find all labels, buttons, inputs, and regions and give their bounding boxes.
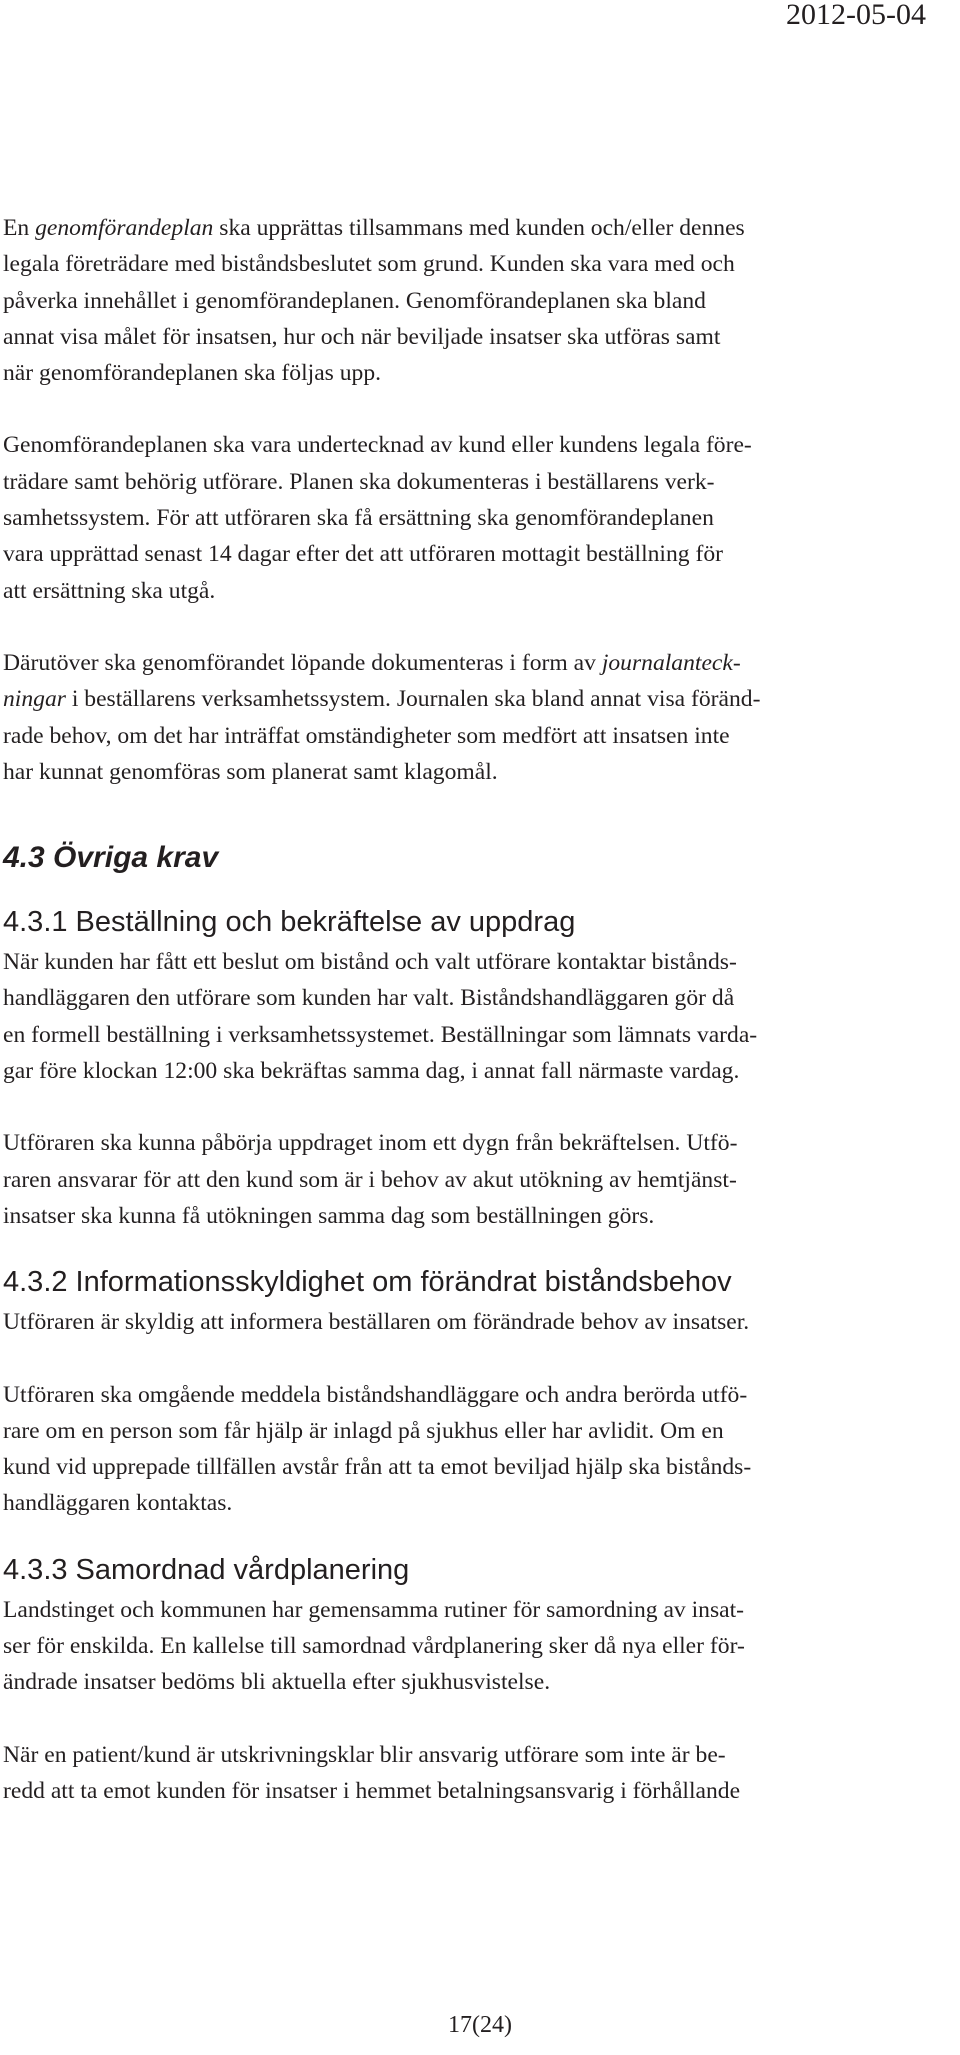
italic-term: journalanteck-: [601, 649, 741, 676]
text-line: har kunnat genomföras som planerat samt klagomål.: [3, 758, 498, 785]
text-line: när genomförandeplanen ska följas upp.: [3, 360, 382, 387]
text-line: rare om en person som får hjälp är inlagd på sjukhus eller har avlidit. Om en: [3, 1417, 724, 1444]
text-line: ändrade insatser bedöms bli aktuella efter sjukhusvistelse.: [3, 1669, 551, 1696]
text-fragment: Därutöver ska genomförandet löpande dokumenteras i form av: [3, 649, 602, 676]
paragraph-paborja-uppdrag: [3, 1125, 957, 1234]
header-date: 2012-05-04: [786, 0, 926, 31]
paragraph-meddela-handlaggare: [3, 1377, 957, 1522]
text-line: legala företrädare med biståndsbeslutet som grund. Kunden ska vara med och: [3, 251, 735, 278]
text-line: ser för enskilda. En kallelse till samordnad vårdplanering sker då nya eller för-: [3, 1633, 745, 1660]
text-line: Landstinget och kommunen har gemensamma rutiner för samordning av insat-: [3, 1596, 745, 1623]
section-heading: 4.3 Övriga krav: [3, 841, 219, 875]
paragraph-samordning: [3, 1592, 957, 1701]
text-line: raren ansvarar för att den kund som är i behov av akut utökning av hemtjänst-: [3, 1166, 737, 1193]
text-line: Utföraren ska omgående meddela biståndshandläggare och andra berörda utfö-: [3, 1381, 748, 1408]
paragraph-genomforandeplan-intro: [3, 210, 957, 391]
paragraph-informera-bestallaren: [3, 1304, 957, 1340]
paragraph-journalanteckningar: [3, 645, 957, 790]
text-line: vara upprättad senast 14 dagar efter det att utföraren mottagit beställning för: [3, 541, 723, 568]
text-line: Utföraren är skyldig att informera beställaren om förändrade behov av insatser.: [3, 1309, 750, 1336]
text-line: Utföraren ska kunna påbörja uppdraget inom ett dygn från bekräftelsen. Utfö-: [3, 1130, 738, 1157]
text-line: påverka innehållet i genomförandeplanen. Genomförandeplanen ska bland: [3, 287, 706, 314]
subsection-heading-4-3-3: 4.3.3 Samordnad vårdplanering: [3, 1553, 410, 1586]
text-line: [3, 645, 957, 681]
text-line: att ersättning ska utgå.: [3, 577, 216, 604]
text-line: gar före klockan 12:00 ska bekräftas samma dag, i annat fall närmaste vardag.: [3, 1058, 740, 1085]
text-line: handläggaren den utförare som kunden har valt. Biståndshandläggaren gör då: [3, 985, 735, 1012]
document-body: [3, 210, 957, 1809]
text-line: en formell beställning i verksamhetssystemet. Beställningar som lämnats varda-: [3, 1021, 758, 1048]
text-line: När en patient/kund är utskrivningsklar blir ansvarig utförare som inte är be-: [3, 1741, 726, 1768]
paragraph-bestallning: [3, 944, 957, 1089]
text-fragment: En: [3, 215, 36, 241]
text-line: insatser ska kunna få utökningen samma dag som beställningen görs.: [3, 1202, 655, 1229]
text-fragment: ska upprättas tillsammans med kunden och/eller dennes: [213, 215, 745, 241]
italic-term: genomförandeplan: [35, 215, 214, 241]
text-line: [3, 210, 957, 246]
text-line: rade behov, om det har inträffat omständigheter som medfört att insatsen inte: [3, 722, 730, 749]
page-number: 17(24): [448, 2012, 512, 2038]
text-line: kund vid upprepade tillfällen avstår från att ta emot beviljad hjälp ska bistånds-: [3, 1454, 752, 1481]
italic-term: ningar: [3, 686, 66, 713]
text-line: redd att ta emot kunden för insatser i hemmet betalningsansvarig i förhållande: [3, 1777, 741, 1804]
text-line: annat visa målet för insatsen, hur och när beviljade insatser ska utföras samt: [3, 323, 721, 350]
subsection-heading-4-3-1: 4.3.1 Beställning och bekräftelse av uppdrag: [3, 906, 576, 939]
paragraph-utskrivningsklar: [3, 1737, 957, 1810]
text-line: När kunden har fått ett beslut om bistånd och valt utförare kontaktar bistånds-: [3, 949, 737, 976]
paragraph-genomforandeplan-signing: [3, 427, 957, 608]
text-line: trädare samt behörig utförare. Planen ska dokumenteras i beställarens verk-: [3, 468, 715, 495]
subsection-heading-4-3-2: 4.3.2 Informationsskyldighet om förändrat biståndsbehov: [3, 1266, 732, 1299]
text-line: [3, 681, 957, 717]
text-line: Genomförandeplanen ska vara undertecknad av kund eller kundens legala före-: [3, 432, 752, 459]
text-line: handläggaren kontaktas.: [3, 1490, 233, 1517]
text-fragment: i beställarens verksamhetssystem. Journalen ska bland annat visa föränd-: [65, 686, 761, 713]
text-line: samhetssystem. För att utföraren ska få ersättning ska genomförandeplanen: [3, 505, 714, 532]
